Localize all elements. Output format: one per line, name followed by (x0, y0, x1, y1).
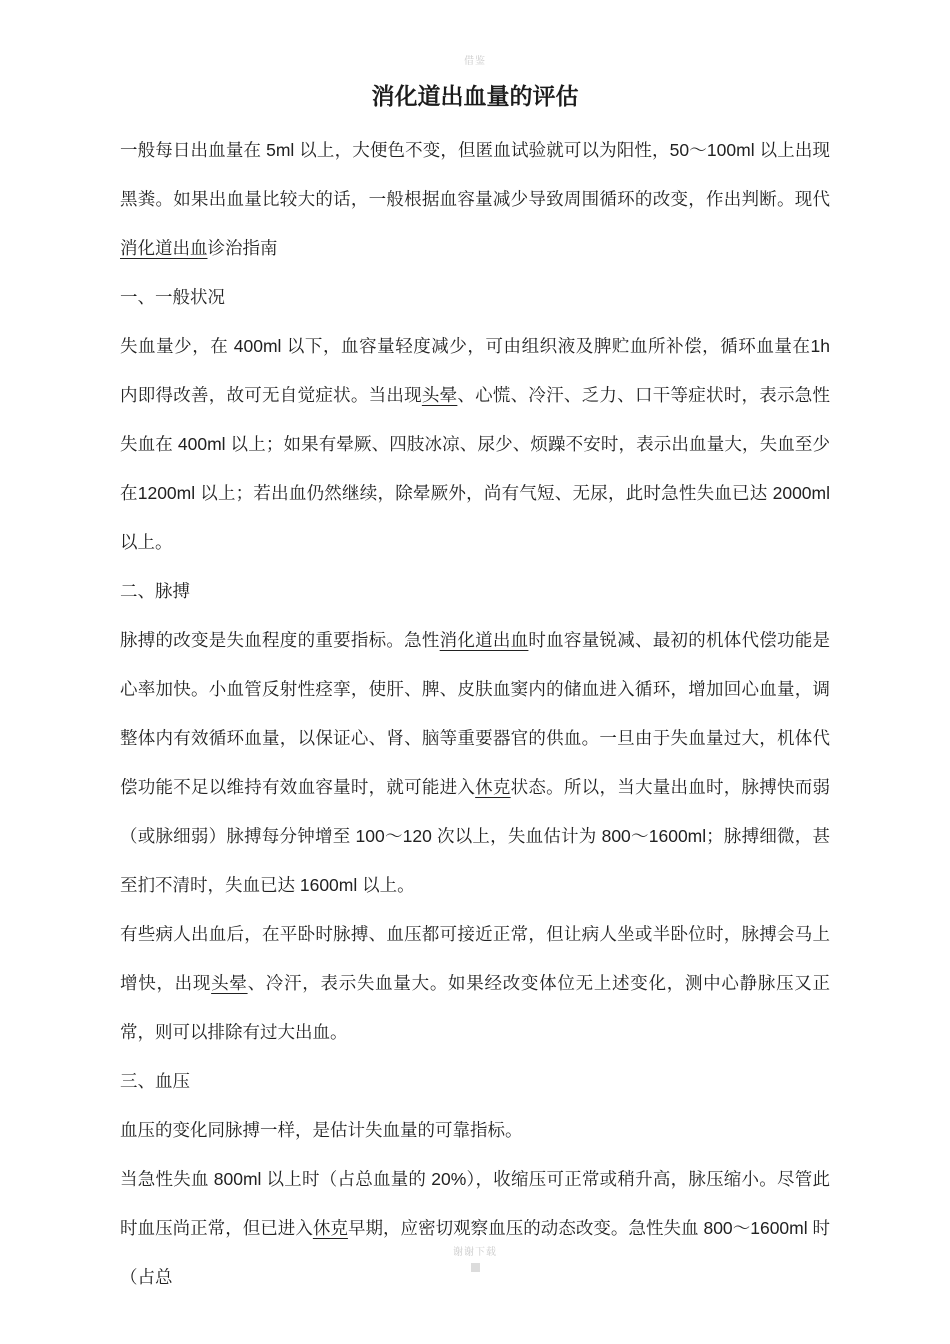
text-run: 诊治指南 (207, 238, 278, 258)
text-run: 、心慌、冷汗、乏力、口干等症状时，表示急性失血在 400ml 以上；如果有晕厥、四肢冰凉、尿少、烦躁不安时，表示出血量大，失血至少在1200ml 以上；若出血仍然继续，除晕厥外，尚有气短、无尿，此时急性失血已达 2000ml 以上。 (120, 385, 831, 552)
paragraph (120, 910, 830, 1057)
text-run: 早期，应密切观察血压的动态改变。急性失血 800～1600ml 时（占总 (120, 1218, 831, 1287)
text-run: 一、一般状况 (120, 287, 225, 307)
paragraph (120, 1106, 830, 1155)
text-run: 有些病人出血后，在平卧时脉搏、血压都可接近正常，但让病人坐或半卧位时，脉搏会马上增快，出现 (120, 924, 830, 993)
section-heading (120, 567, 830, 616)
watermark-logo-square (471, 1263, 480, 1272)
text-run: 、冷汗，表示失血量大。如果经改变体位无上述变化，测中心静脉压又正常，则可以排除有过大出血。 (120, 973, 831, 1042)
watermark-bottom (0, 1243, 950, 1272)
document-title: 消化道出血量的评估 (371, 83, 579, 109)
text-run: 当急性失血 800ml 以上时（占总血量的 20%），收缩压可正常或稍升高，脉压缩小。尽管此时血压尚正常，但已进入 (120, 1169, 830, 1238)
watermark-bottom-text: 谢谢下载 (453, 1247, 497, 1258)
text-run: 脉搏的改变是失血程度的重要指标。急性 (120, 630, 440, 650)
underlined-text: 消化道出血 (439, 630, 529, 650)
underlined-text: 头晕 (211, 973, 248, 993)
section-heading (120, 273, 830, 322)
text-run: 血压的变化同脉搏一样，是估计失血量的可靠指标。 (120, 1120, 523, 1140)
text-run: 一般每日出血量在 5ml 以上，大便色不变，但匿血试验就可以为阳性，50～100ml 以上出现黑粪。如果出血量比较大的话，一般根据血容量减少导致周围循环的改变，作出判断。现代 (120, 140, 830, 209)
underlined-text: 休克 (475, 777, 511, 797)
text-run: 状态。所以，当大量出血时，脉搏快而弱（或脉细弱）脉搏每分钟增至 100～120 次以上，失血估计为 800～1600ml；脉搏细微，甚至扪不清时，失血已达 1600ml 以上。 (120, 777, 831, 895)
watermark-top-text: 借鉴 (464, 56, 486, 67)
underlined-text: 休克 (312, 1218, 348, 1238)
text-run: 二、脉搏 (120, 581, 190, 601)
text-run: 三、血压 (120, 1071, 190, 1091)
underlined-text: 头晕 (421, 385, 458, 405)
text-run: 时血容量锐减、最初的机体代偿功能是心率加快。小血管反射性痉挛，使肝、脾、皮肤血窦内的储血进入循环，增加回心血量，调整体内有效循环血量，以保证心、肾、脑等重要器官的供血。一旦由于失血量过大，机体代偿功能不足以维持有效血容量时，就可能进入 (120, 630, 831, 797)
paragraph (120, 126, 830, 273)
text-run: 失血量少，在 400ml 以下，血容量轻度减少，可由组织液及脾贮血所补偿，循环血量在1h 内即得改善，故可无自觉症状。当出现 (120, 336, 830, 405)
paragraph (120, 322, 830, 567)
document-content (120, 126, 830, 1302)
paragraph (120, 616, 830, 910)
section-heading (120, 1057, 830, 1106)
underlined-text: 消化道出血 (120, 238, 208, 258)
paragraph (120, 1155, 830, 1302)
